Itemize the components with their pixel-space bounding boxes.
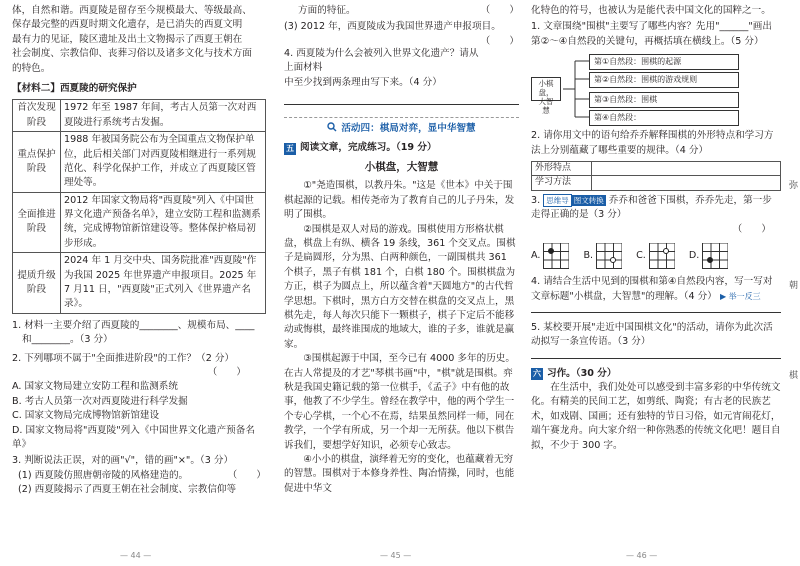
diagram-item[interactable]: 第④自然段： <box>589 110 739 126</box>
page-44-column <box>12 4 266 498</box>
question-1-cont: 和________。（3 分） <box>22 334 113 346</box>
diagram-item: 第①自然段：围棋的起源 <box>589 54 739 70</box>
section-number: 六 <box>533 368 541 378</box>
board-option-a[interactable]: A. <box>531 243 569 269</box>
text-line: 体，自然和谐。西夏陵是留存至今规模最大、等级最高、 <box>12 5 252 16</box>
table-cell-detail: 1988 年被国务院公布为全国重点文物保护单位，此后相关部门对西夏陵相继进行一系列规范化、科学化保护工作，并成立了西夏陵区管理处等。 <box>61 132 266 193</box>
side-char: 棋 <box>788 371 798 381</box>
practice-link[interactable]: ▶ 举一反三 <box>719 291 761 301</box>
section-title: 阅读文章，完成练习。（19 分） <box>300 142 437 154</box>
table-row <box>13 192 266 253</box>
diagram-item: 第②自然段：围棋的游戏规则 <box>589 72 739 88</box>
answer-line[interactable] <box>531 358 781 359</box>
question-1: 1. 文章围绕"围棋"主要写了哪些内容？先用"______"画出第②～④自然段的关键句，再概括填在横线上。（5 分） <box>531 21 772 47</box>
answer-line[interactable] <box>284 104 519 105</box>
question-3-1: (1) 西夏陵仿照唐朝帝陵的风格建造的。 （ ） <box>12 469 266 483</box>
table-row <box>532 161 781 176</box>
answer-line[interactable] <box>531 312 781 313</box>
board-option-c[interactable]: C. <box>636 243 675 269</box>
side-char: 朝 <box>788 281 798 291</box>
paragraph: ②围棋是双人对局的游戏。围棋使用方形格状棋盘，棋盘上有纵、横各 19 条线，361 个交叉点。围棋子是扁圆形，分为黑、白两种颜色，一副围棋共 361 个棋子，黑子有棋 181 个，白棋 180 个。围棋棋盘为方正，棋子为圆点上，所以蕴含着"天圆地方"的古代哲学思想。下棋时，黑方白方交替在棋盘的交叉点上，黑棋先走，每人每次只能下一颗棋子，棋子下定后不能移动或悔棋，最终谁围成的地域大，谁的子多，谁就是赢家。 <box>284 223 516 350</box>
answer-paren[interactable]: （ ） <box>207 366 246 378</box>
question-4-cont: 中至少找到两条理由写下来。（4 分） <box>284 76 442 88</box>
section-6-heading <box>531 367 781 381</box>
page-number: — 44 — <box>120 551 152 560</box>
option-b[interactable]: B. 考古人员第一次对西夏陵进行科学发掘 <box>12 395 188 407</box>
section-title: 习作。（30 分） <box>547 367 617 379</box>
go-board-icon <box>543 243 569 269</box>
table-cell-stage: 首次发现阶段 <box>13 100 61 132</box>
table-cell-answer[interactable] <box>592 176 781 191</box>
question-3-3: (3) 2012 年，西夏陵成为我国世界遗产申报项目。 （ ） <box>284 20 519 34</box>
paragraph: ④小小的棋盘，演绎着无穷的变化，也蕴藏着无穷的智慧。围棋对于本修身养性、陶冶情操，同时，也能促进中华文 <box>284 453 515 494</box>
paragraph: ①"尧造围棋，以教丹朱。"这是《世本》中关于围棋起源的记载。相传尧帝为了教育自己的儿子丹朱，发明了围棋。 <box>284 180 515 221</box>
research-table <box>12 99 266 313</box>
board-option-b[interactable]: B. <box>583 243 622 269</box>
question-3-2-cont: 方面的特征。 （ ） <box>284 4 519 18</box>
table-row <box>13 100 266 132</box>
option-c[interactable]: C. 国家文物局完成博物馆新馆建设 <box>12 410 160 422</box>
option-a[interactable]: A. 国家文物局建立安防工程和监测系统 <box>12 381 178 393</box>
answer-paren[interactable]: （ ） <box>732 223 771 235</box>
table-cell-answer[interactable] <box>592 161 781 176</box>
board-option-d[interactable]: D. <box>689 243 728 269</box>
table-row <box>532 176 781 191</box>
diagram-item: 第③自然段：围棋 <box>589 92 739 108</box>
question-3: 3. 判断说法正误，对的画"√"，错的画"×"。（3 分） <box>12 455 234 467</box>
table-cell-stage: 重点保护阶段 <box>13 132 61 193</box>
table-cell-detail: 1972 年至 1987 年间，考古人员第一次对西夏陵进行系统考古发掘。 <box>61 100 266 132</box>
table-row <box>13 253 266 314</box>
board-options <box>531 243 781 269</box>
page-45-column <box>284 4 519 496</box>
page-46-column <box>531 4 781 453</box>
activity-title: 活动四：棋局对弈，显中华智慧 <box>341 123 476 135</box>
question-2: 2. 下列哪项不属于"全面推进阶段"的工作？（2 分） <box>12 352 235 364</box>
go-board-icon <box>649 243 675 269</box>
question-4: 4. 西夏陵为什么会被列入世界文化遗产？请从上面材料 <box>284 47 479 74</box>
activity-heading <box>284 117 519 137</box>
essay-prompt: 在生活中，我们处处可以感受到丰富多彩的中华传统文化。有精美的民间工艺，如剪纸、陶瓷；有古老的民族艺术，如戏剧、国画；还有独特的节日习俗，如元宵闹花灯，端午赛龙舟。向大家介绍一种你熟悉的传统文化吧！题目自拟，不少于 300 字。 <box>531 382 781 451</box>
table-cell-stage: 提质升级阶段 <box>13 253 61 314</box>
search-icon <box>327 122 337 137</box>
go-board-icon <box>596 243 622 269</box>
text-line: 化特色的符号，也被认为是能代表中国文化的国粹之一。 <box>531 5 771 16</box>
side-char: 弥 <box>788 181 798 191</box>
page-number: — 46 — <box>626 551 658 560</box>
table-cell-detail: 2012 年国家文物局将"西夏陵"列入《中国世界文化遗产预备名单》，建立安防工程和监测系统，完成博物馆新馆建设等。整体保护格局初步形成。 <box>61 192 266 253</box>
tag-badge: 图文转换 <box>573 195 604 205</box>
question-3: 3. 思维导 图文转换 乔乔和爸爸下围棋，乔乔先走，第一步走得正确的是（3 分） <box>531 194 772 221</box>
text-line: 保存最完整的西夏时期文化遗存，是已消失的西夏文明 <box>12 19 243 31</box>
material2-title: 【材料二】西夏陵的研究保护 <box>12 82 137 94</box>
go-board-icon <box>702 243 728 269</box>
table-cell-stage: 全面推进阶段 <box>13 192 61 253</box>
table-row <box>13 132 266 193</box>
question-4: 4. 请结合生活中见到的围棋和第④自然段内容，写一写对文章标题"小棋盘，大智慧"的理解。（4 分） ▶ 举一反三 <box>531 276 773 302</box>
material1-text <box>12 4 266 76</box>
content-diagram <box>531 53 781 125</box>
table-cell-detail: 2024 年 1 月交中央、国务院批准"西夏陵"作为我国 2025 年世界遗产申报项目。2025 年 7 月11 日，"西夏陵"正式列入《世界遗产名录》。 <box>61 253 266 314</box>
article-title: 小棋盘，大智慧 <box>364 160 439 173</box>
page-number: — 45 — <box>380 551 412 560</box>
section-number: 五 <box>286 143 294 153</box>
answer-paren[interactable]: （ ） <box>480 35 519 47</box>
diagram-center: 小棋盘，大智慧 <box>531 77 561 101</box>
table-cell-label: 外形特点 <box>532 161 592 176</box>
section-5-heading <box>284 141 519 155</box>
answer-paren[interactable]: （ ） <box>480 5 519 16</box>
question-3-2: (2) 西夏陵揭示了西夏王朝在社会制度、宗教信仰等 <box>18 484 237 496</box>
question-1: 1. 材料一主要介绍了西夏陵的________、规模布局、____ <box>12 319 255 331</box>
question-2: 2. 请你用文中的语句给乔乔解释围棋的外形特点和学习方法上分别蕴藏了哪些重要的规律。（4 分） <box>531 130 774 156</box>
text-line: 的特色。 <box>12 62 51 74</box>
text-line: 最有力的见证，陵区遗址及出土文物揭示了西夏王朝在 <box>12 33 243 45</box>
paragraph: ③围棋起源于中国，至今已有 4000 多年的历史。在古人常提及的才艺"琴棋书画"中，"棋"就是围棋。弈秋是我国史籍记载的第一位棋手，《孟子》中有他的故事，他教了不少学生。曾经在教学中，他的两个学生一个专心学棋，一个心不在焉，结果虽然同样一师，同在教学，一个学有所成，另一个却一无所获。他以下棋告诉我们，要想学好知识，必须专心致志。 <box>284 353 515 451</box>
option-d[interactable]: D. 国家文物局将"西夏陵"列入《中国世界文化遗产预备名单》 <box>12 424 255 450</box>
table-cell-label: 学习方法 <box>532 176 592 191</box>
tag-badge: 思维导 <box>543 194 572 207</box>
question-5: 5. 某校要开展"走近中国围棋文化"的活动，请你为此次活动拟写一条宣传语。（3 分） <box>531 321 773 348</box>
diagram-brace <box>561 53 591 125</box>
features-table <box>531 161 781 191</box>
text-line: 社会制度、宗教信仰、丧葬习俗以及诸多文化与技术方面 <box>12 48 252 60</box>
answer-paren[interactable]: （ ） <box>227 469 266 481</box>
